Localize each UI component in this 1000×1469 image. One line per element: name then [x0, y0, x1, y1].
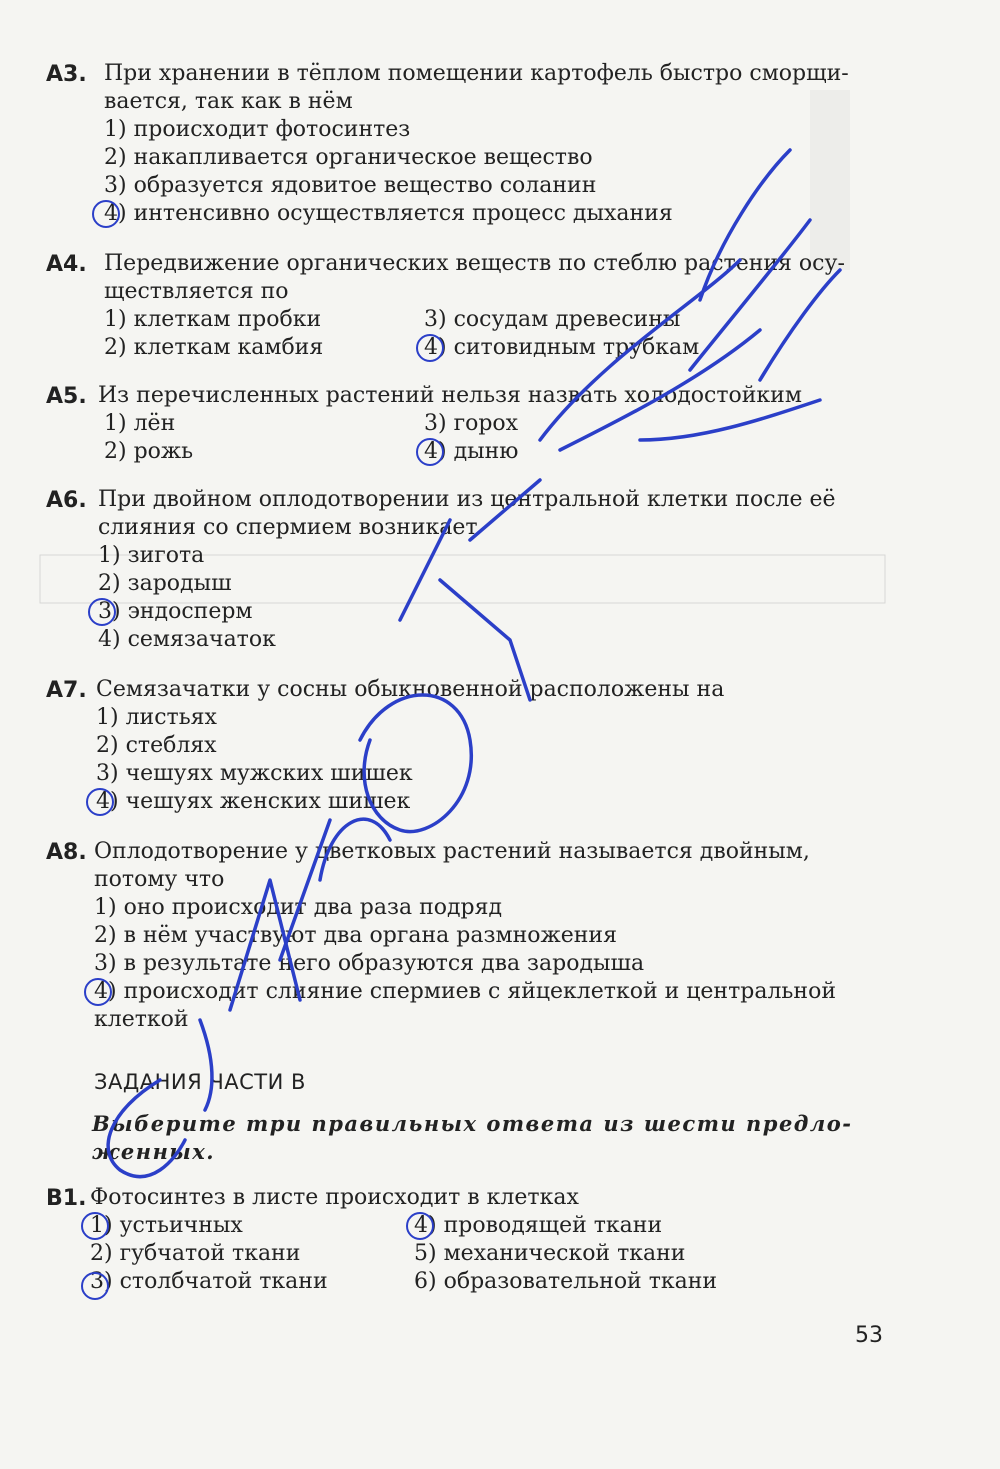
answer-option: 2) стеблях: [96, 733, 217, 758]
question-number: A7.: [46, 678, 87, 703]
question-number: A5.: [46, 384, 87, 409]
question-stem: слияния со спермием возникает: [98, 515, 478, 540]
answer-option: 3) в результате него образуются два зародыша: [94, 951, 645, 976]
answer-option-selected: 4) ситовидным трубкам: [424, 335, 700, 360]
question-number: A4.: [46, 252, 87, 277]
answer-option: 2) рожь: [104, 439, 194, 464]
question-stem: При хранении в тёплом помещении картофель быстро сморщи-: [104, 61, 849, 86]
question-stem: Из перечисленных растений нельзя назвать холодостойким: [98, 383, 802, 408]
question-number: B1.: [46, 1186, 87, 1211]
answer-option: 1) оно происходит два раза подряд: [94, 895, 503, 920]
answer-option: 1) зигота: [98, 543, 205, 568]
answer-option: 1) происходит фотосинтез: [104, 117, 411, 142]
answer-option-selected: 4) чешуях женских шишек: [96, 789, 411, 814]
question-stem: вается, так как в нём: [104, 89, 353, 114]
question-stem: Оплодотворение у цветковых растений называется двойным,: [94, 839, 810, 864]
answer-option: 3) сосудам древесины: [424, 307, 681, 332]
question-number: A3.: [46, 62, 87, 87]
answer-option: 4) семязачаток: [98, 627, 276, 652]
answer-option-selected: 4) дыню: [424, 439, 519, 464]
question-stem: Фотосинтез в листе происходит в клетках: [90, 1185, 579, 1210]
question-stem: ществляется по: [104, 279, 289, 304]
question-stem: потому что: [94, 867, 225, 892]
answer-option: 3) чешуях мужских шишек: [96, 761, 413, 786]
answer-option: 3) образуется ядовитое вещество соланин: [104, 173, 597, 198]
answer-option-selected: 4) проводящей ткани: [414, 1213, 663, 1238]
answer-option-selected: 4) интенсивно осуществляется процесс дыхания: [104, 201, 673, 226]
instruction-line: женных.: [92, 1139, 216, 1164]
instruction-line: Выберите три правильных ответа из шести предло-: [92, 1111, 853, 1136]
answer-option: 2) зародыш: [98, 571, 232, 596]
answer-option: 3) горох: [424, 411, 519, 436]
instruction: [92, 1110, 892, 1166]
answer-option: 2) в нём участвуют два органа размножения: [94, 923, 617, 948]
answer-option-selected: 3) столбчатой ткани: [90, 1269, 328, 1294]
question-number: A6.: [46, 488, 87, 513]
answer-option: 1) клеткам пробки: [104, 307, 322, 332]
answer-option: 1) лён: [104, 411, 176, 436]
question-stem: Передвижение органических веществ по стеблю растения осу-: [104, 251, 845, 276]
answer-option: 2) накапливается органическое вещество: [104, 145, 593, 170]
section-title: ЗАДАНИЯ ЧАСТИ В: [94, 1070, 306, 1094]
page-number: 53: [855, 1323, 883, 1348]
answer-option: 5) механической ткани: [414, 1241, 686, 1266]
answer-option: 2) губчатой ткани: [90, 1241, 301, 1266]
answer-option: 6) образовательной ткани: [414, 1269, 718, 1294]
question-number: A8.: [46, 840, 87, 865]
question-stem: При двойном оплодотворении из центральной клетки после её: [98, 487, 836, 512]
answer-option-selected: 3) эндосперм: [98, 599, 253, 624]
question-stem: Семязачатки у сосны обыкновенной расположены на: [96, 677, 725, 702]
answer-option-selected: 1) устьичных: [90, 1213, 243, 1238]
answer-option-continued: клеткой: [94, 1007, 189, 1032]
answer-option-selected: 4) происходит слияние спермиев с яйцеклеткой и центральной: [94, 979, 836, 1004]
answer-option: 2) клеткам камбия: [104, 335, 324, 360]
answer-option: 1) листьях: [96, 705, 217, 730]
